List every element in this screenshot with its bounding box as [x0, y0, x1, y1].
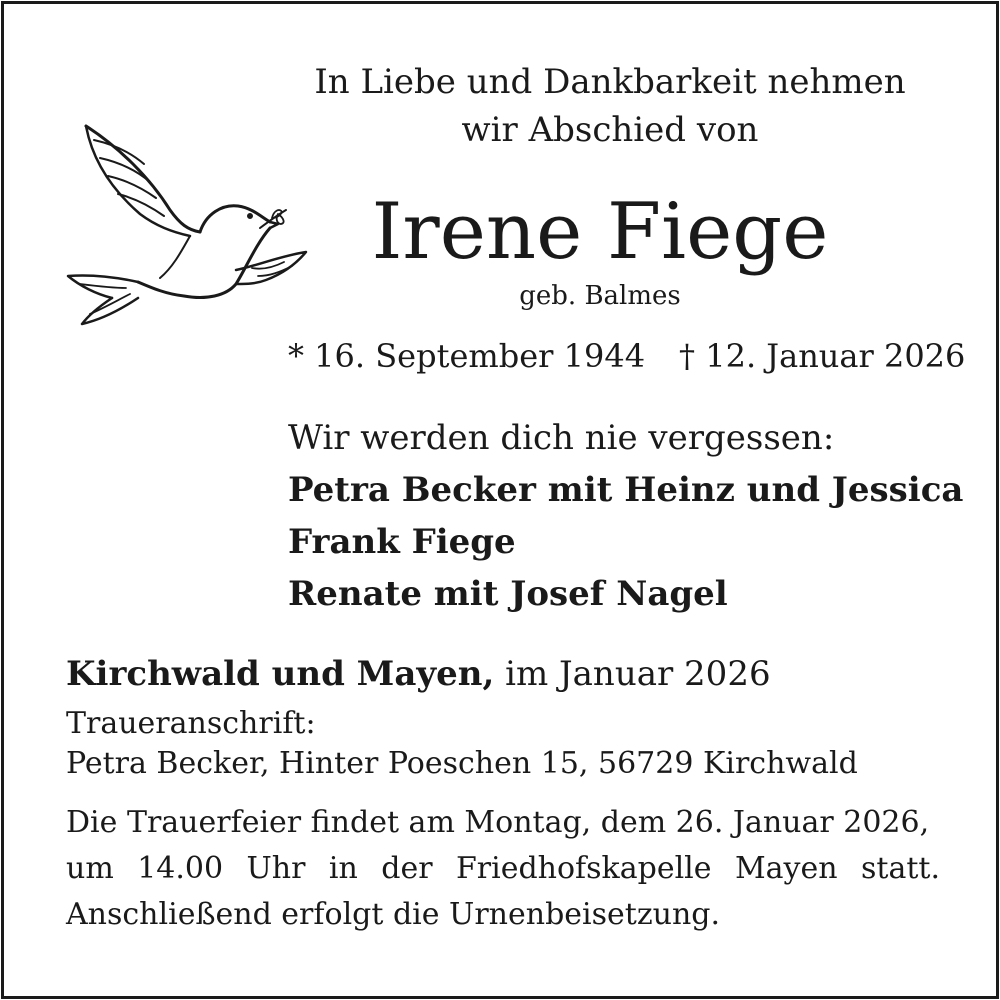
intro-line-2: wir Abschied von	[461, 110, 759, 150]
intro-text	[250, 58, 970, 154]
mourners-block	[288, 412, 963, 620]
place-location: Kirchwald und Mayen,	[66, 654, 495, 694]
address-value: Petra Becker, Hinter Poeschen 15, 56729 Kirchwald	[66, 746, 858, 781]
deceased-name: Irene Fiege	[371, 187, 829, 277]
mourner-name: Frank Fiege	[288, 522, 516, 562]
address-label: Traueranschrift:	[66, 706, 316, 741]
life-dates	[288, 334, 965, 378]
intro-line-1: In Liebe und Dankbarkeit nehmen	[314, 62, 906, 102]
funeral-info	[66, 800, 940, 938]
funeral-line-2: um 14.00 Uhr in der Friedhofskapelle Mayen statt.	[66, 851, 940, 886]
mourner-name: Petra Becker mit Heinz und Jessica	[288, 470, 964, 510]
birth-date: * 16. September 1944	[288, 337, 646, 375]
mourning-address	[66, 704, 858, 784]
place-and-date	[66, 650, 771, 698]
funeral-line-1: Die Trauerfeier findet am Montag, dem 26. Januar 2026,	[66, 805, 930, 840]
place-date: im Januar 2026	[494, 654, 771, 694]
mourners-intro: Wir werden dich nie vergessen:	[288, 418, 835, 458]
mourner-name: Renate mit Josef Nagel	[288, 574, 728, 614]
death-date: † 12. Januar 2026	[679, 337, 966, 375]
maiden-name: geb. Balmes	[519, 281, 681, 311]
funeral-line-3: Anschließend erfolgt die Urnenbeisetzung.	[66, 897, 721, 932]
